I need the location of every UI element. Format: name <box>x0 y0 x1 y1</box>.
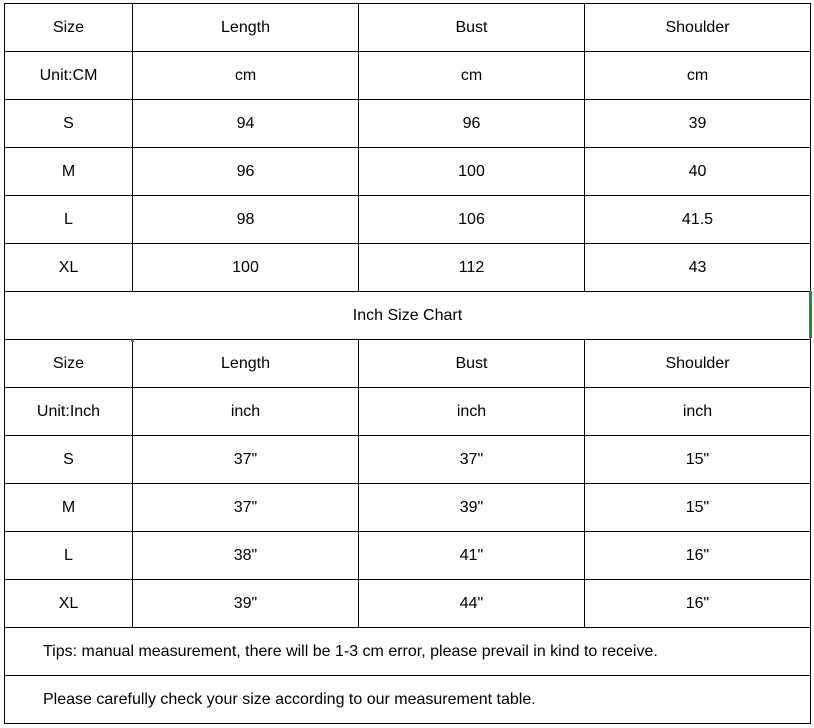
tip-row <box>5 628 811 676</box>
table-row <box>5 244 811 292</box>
bust-cell: 112 <box>359 244 585 292</box>
table-row <box>5 100 811 148</box>
bust-cell: 106 <box>359 196 585 244</box>
size-cell: L <box>5 532 133 580</box>
unit-length: inch <box>133 388 359 436</box>
table-row <box>5 484 811 532</box>
length-cell: 37" <box>133 436 359 484</box>
size-cell: M <box>5 484 133 532</box>
measurement-tip: Tips: manual measurement, there will be 1-3 cm error, please prevail in kind to receive. <box>5 628 811 676</box>
unit-shoulder: cm <box>585 52 811 100</box>
table-row <box>5 532 811 580</box>
inch-header-row <box>5 340 811 388</box>
header-shoulder: Shoulder <box>585 4 811 52</box>
cm-header-row <box>5 4 811 52</box>
size-cell: XL <box>5 244 133 292</box>
inch-title-row <box>5 292 811 340</box>
cm-unit-row <box>5 52 811 100</box>
size-cell: XL <box>5 580 133 628</box>
shoulder-cell: 40 <box>585 148 811 196</box>
unit-bust: cm <box>359 52 585 100</box>
length-cell: 94 <box>133 100 359 148</box>
shoulder-cell: 16" <box>585 580 811 628</box>
size-cell: M <box>5 148 133 196</box>
shoulder-cell: 39 <box>585 100 811 148</box>
shoulder-cell: 43 <box>585 244 811 292</box>
bust-cell: 44" <box>359 580 585 628</box>
header-size: Size <box>5 340 133 388</box>
size-check-note: Please carefully check your size according to our measurement table. <box>5 676 811 724</box>
length-cell: 39" <box>133 580 359 628</box>
cell-selection-marker <box>809 291 812 338</box>
table-row <box>5 580 811 628</box>
header-length: Length <box>133 340 359 388</box>
table-row <box>5 436 811 484</box>
length-cell: 96 <box>133 148 359 196</box>
size-cell: S <box>5 100 133 148</box>
size-cell: S <box>5 436 133 484</box>
bust-cell: 100 <box>359 148 585 196</box>
unit-shoulder: inch <box>585 388 811 436</box>
unit-label: Unit:CM <box>5 52 133 100</box>
check-row <box>5 676 811 724</box>
unit-bust: inch <box>359 388 585 436</box>
table-row <box>5 196 811 244</box>
length-cell: 38" <box>133 532 359 580</box>
header-length: Length <box>133 4 359 52</box>
length-cell: 98 <box>133 196 359 244</box>
bust-cell: 37" <box>359 436 585 484</box>
size-chart-table <box>4 3 811 724</box>
header-shoulder: Shoulder <box>585 340 811 388</box>
shoulder-cell: 15" <box>585 484 811 532</box>
shoulder-cell: 15" <box>585 436 811 484</box>
inch-unit-row <box>5 388 811 436</box>
bust-cell: 96 <box>359 100 585 148</box>
header-bust: Bust <box>359 340 585 388</box>
shoulder-cell: 41.5 <box>585 196 811 244</box>
bust-cell: 41" <box>359 532 585 580</box>
unit-length: cm <box>133 52 359 100</box>
header-size: Size <box>5 4 133 52</box>
table-row <box>5 148 811 196</box>
unit-label: Unit:Inch <box>5 388 133 436</box>
inch-size-chart-title: Inch Size Chart <box>5 292 811 340</box>
shoulder-cell: 16" <box>585 532 811 580</box>
bust-cell: 39" <box>359 484 585 532</box>
length-cell: 100 <box>133 244 359 292</box>
size-cell: L <box>5 196 133 244</box>
header-bust: Bust <box>359 4 585 52</box>
cell-corner-marker <box>131 338 135 342</box>
length-cell: 37" <box>133 484 359 532</box>
